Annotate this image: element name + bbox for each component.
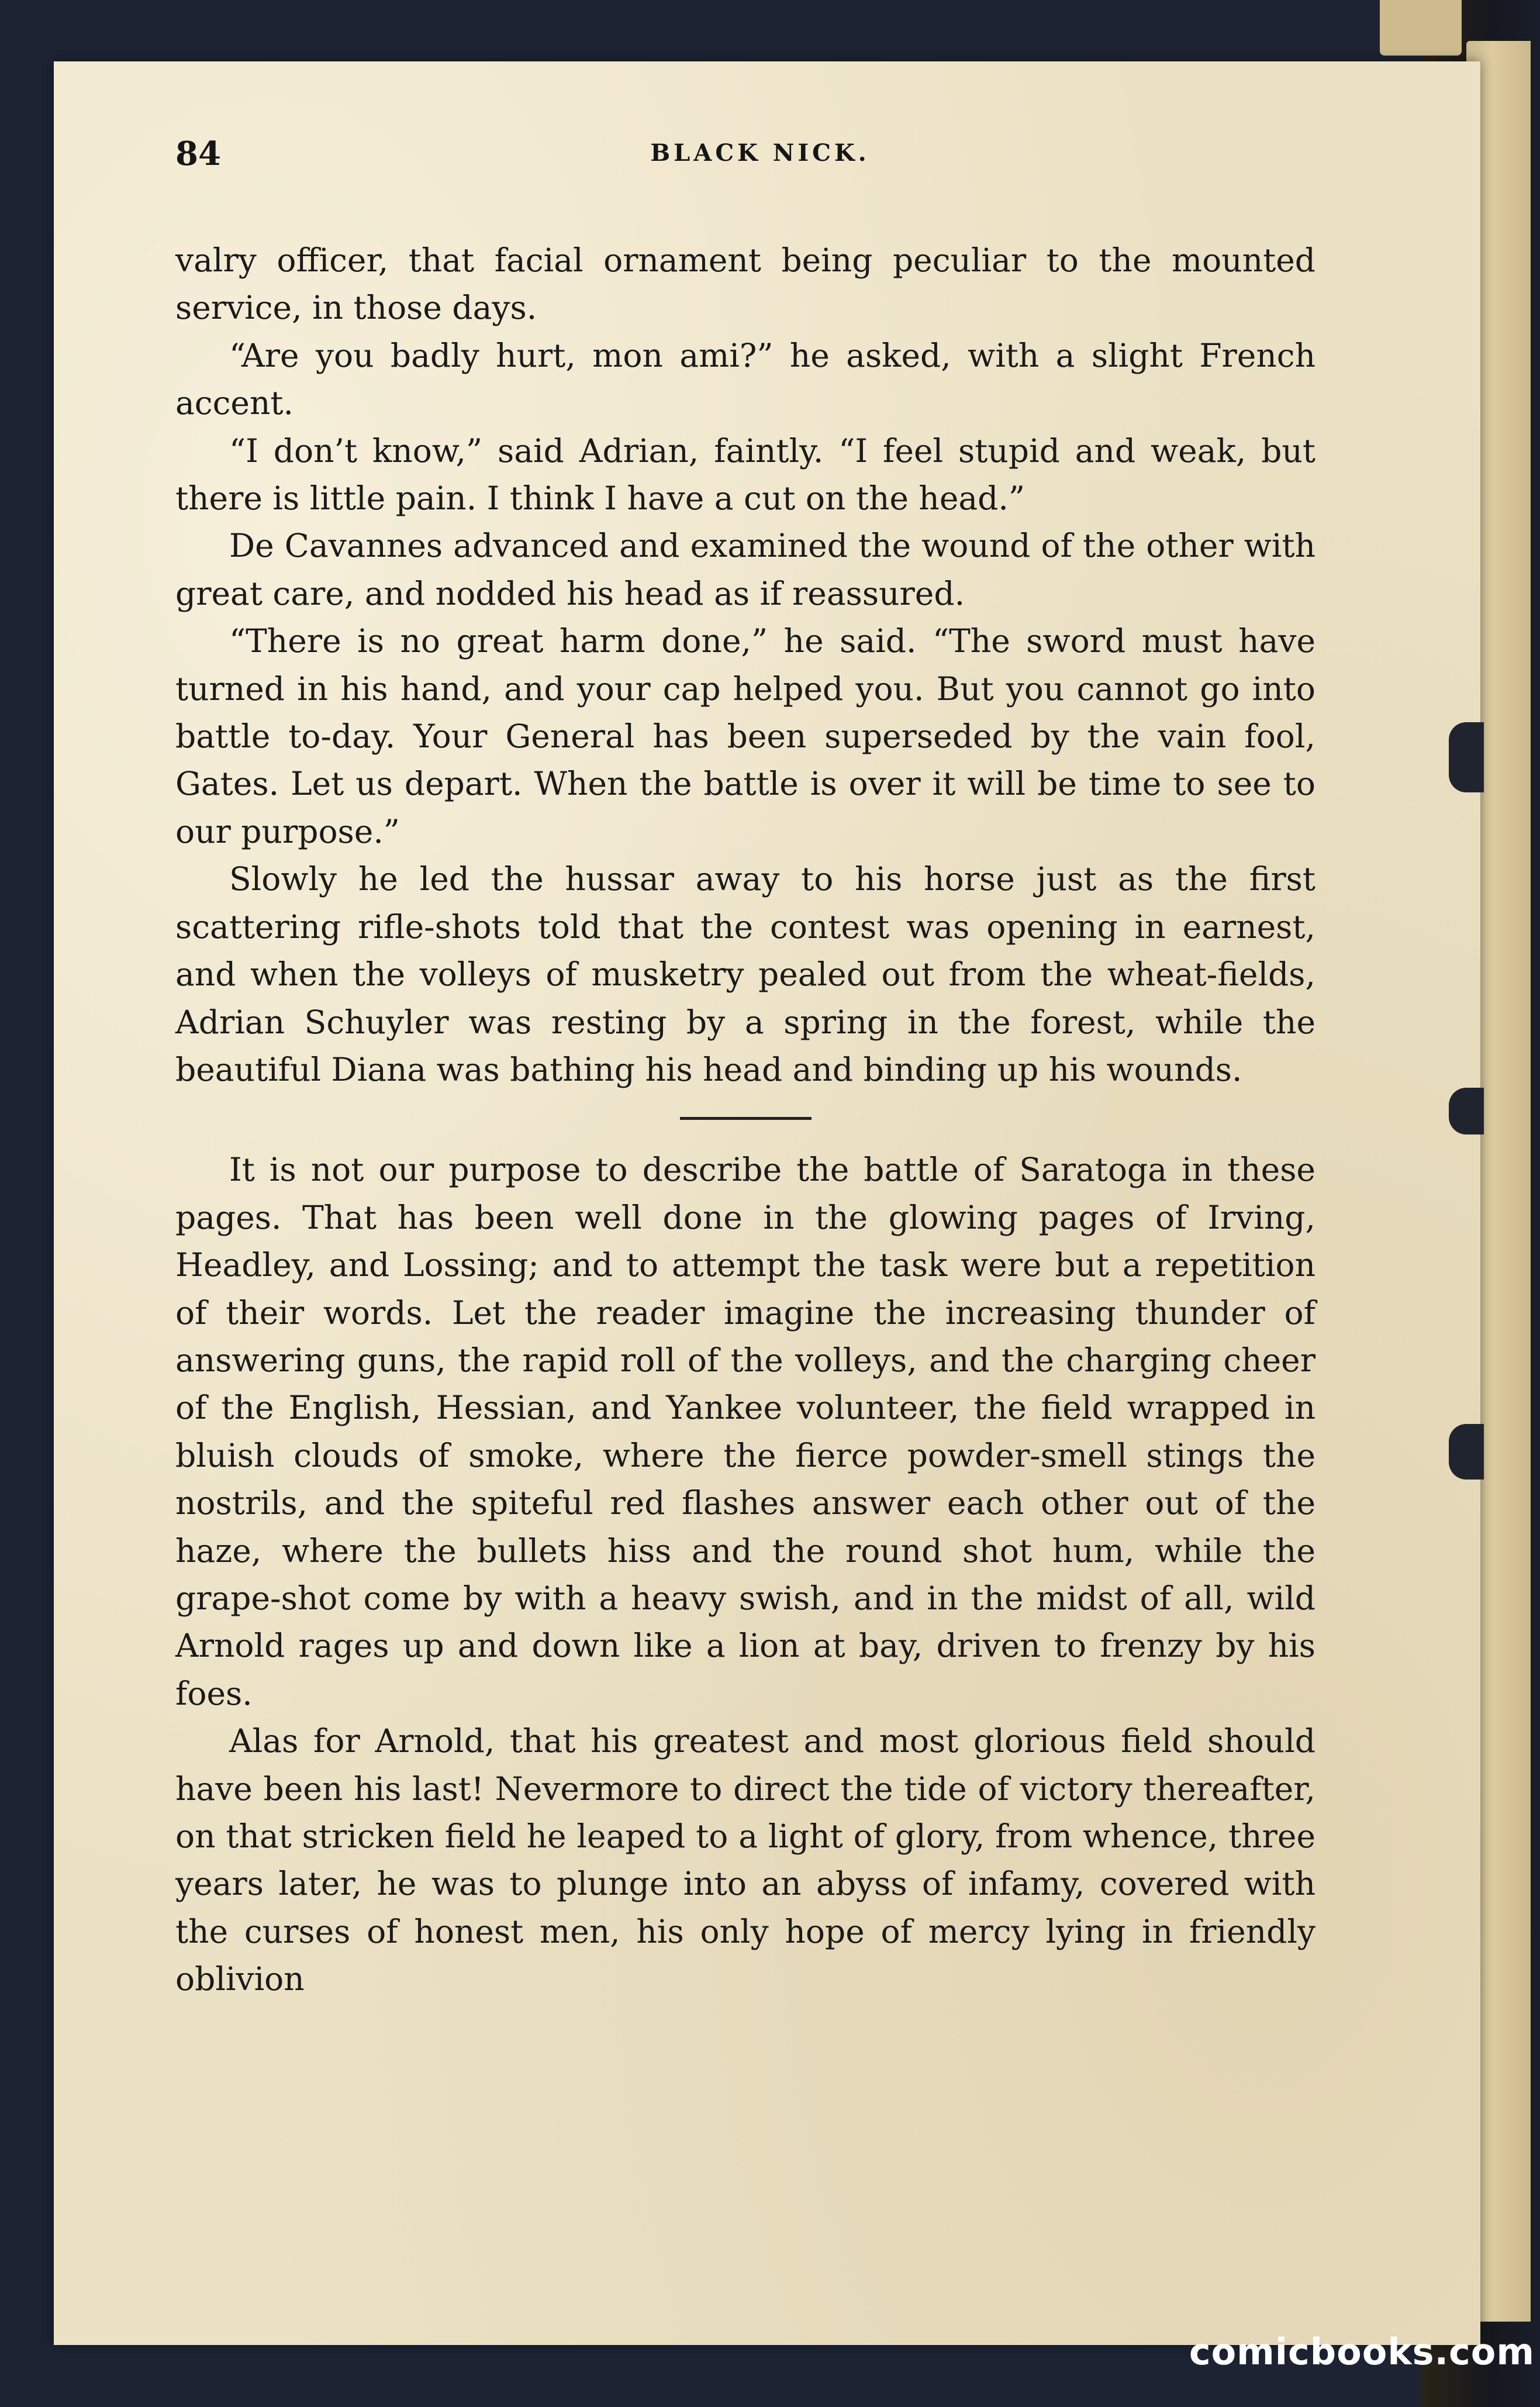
binding-notch-lower — [1449, 1424, 1484, 1480]
binding-notch-upper — [1449, 722, 1484, 792]
page-tab — [1380, 0, 1462, 56]
paragraph-1: valry officer, that facial ornament being peculiar to the mounted service, in those days. — [175, 242, 1315, 327]
paragraph-6: Slowly he led the hussar away to his horse just as the first scattering rifle-shots told that the contest was opening in earnest, and when the volleys of musketry pealed out from the wheat-fields, Adrian Schuyler was resting by a spring in the forest, while the beautiful Diana was bathing his head and binding up his wounds. — [175, 860, 1315, 1088]
paragraph-2: “Are you badly hurt, mon ami?” he asked, with a slight French accent. — [175, 336, 1315, 422]
paragraph-8: Alas for Arnold, that his greatest and most glorious field should have been his last! Nevermore to direct the tide of victory thereafter, on that stricken field he leaped to a light of glory, from whence, three years later, he was to plunge into an abyss of infamy, covered with the curses of honest men, his only hope of mercy lying in friendly oblivion — [175, 1722, 1315, 1998]
section-divider — [680, 1117, 812, 1120]
paragraph-4: De Cavannes advanced and examined the wound of the other with great care, and nodded his head as if reassured. — [175, 527, 1315, 612]
running-head — [175, 135, 1491, 181]
page-number: 84 — [175, 135, 221, 173]
paragraph-5: “There is no great harm done,” he said. “The sword must have turned in his hand, and your cap helped you. But you cannot go into battle to-day. Your General has been superseded by the vain fool, Gates. Let us depart. When the battle is over it will be time to see to our purpose.” — [175, 622, 1315, 850]
paragraph-7: It is not our purpose to describe the battle of Saratoga in these pages. That has been well done in the glowing pages of Irving, Headley, and Lossing; and to attempt the task were but a repetition of their words. Let the reader imagine the increasing thunder of answering guns, the rapid roll of the volleys, and the charging cheer of the English, Hessian, and Yankee volunteer, the field wrapped in bluish clouds of smoke, where the fierce powder-smell stings the nostrils, and the spiteful red flashes answer each other out of the haze, where the bullets hiss and the round shot hum, while the grape-shot come by with a heavy swish, and in the midst of all, wild Arnold rages up and down like a lion at bay, driven to frenzy by his foes. — [175, 1151, 1315, 1712]
book-title: BLACK NICK. — [650, 139, 870, 167]
binding-notch-middle — [1449, 1088, 1484, 1134]
site-watermark: comicbooks.com — [1189, 2330, 1535, 2373]
paragraph-3: “I don’t know,” said Adrian, faintly. “I feel stupid and weak, but there is little pain. I think I have a cut on the head.” — [175, 432, 1315, 518]
body-text — [175, 237, 1315, 2003]
